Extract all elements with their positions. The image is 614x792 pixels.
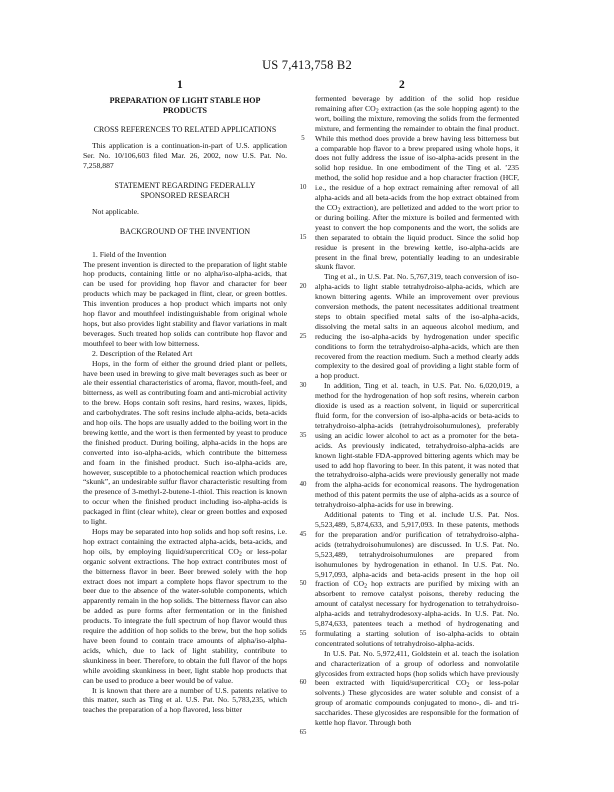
- left-column: [83, 94, 287, 715]
- related-art-paragraph-3: It is known that there are a number of U.S. patents relative to this matter, such as Ting et al. U.S. Pat. No. 5,783,235, which teaches the preparation of a hop flavored, less bitter: [83, 685, 287, 715]
- line-number: 30: [299, 382, 307, 390]
- federal-paragraph: Not applicable.: [92, 206, 139, 216]
- right-paragraph-3: In addition, Ting et al. teach, in U.S. Pat. No. 6,020,019, a method for the hydrogenation of hop soft resins, wherein carbon dioxide is used as a reaction solvent, in liquid or supercritical fluid form, for the conversion of iso-alpha-acids or beta-acids to tetrahydroiso-alpha-acids (tetrahydroisohumulones), preferably using an acidic lower alcohol to act as a promoter for the beta-acids. As previously indicated, tetrahydroiso-alpha-acids are known light-stable FDA-approved bittering agents which may be used to add hop flavoring to beer. In this patent, it was noted that the tetrahydroiso-alpha-acids were previously generally not made from the alpha-acids for economical reasons. The hydrogenation method of this patent permits the use of alpha-acids as a source of tetrahydroiso-alpha-acids for use in brewing.: [315, 381, 519, 510]
- related-art-label: 2. Description of the Related Art: [92, 348, 193, 358]
- right-paragraph-2: Ting et al., in U.S. Pat. No. 5,767,319, teach conversion of iso-alpha-acids to light stable tetrahydroiso-alpha-acids, which are known bittering agents. While an improvement over previous conversion methods, the patent necessitates additional treatment steps to obtain specified metal salts of the iso-alpha-acids, dissolving the metal salts in an aqueous alcohol medium, and reducing the iso-alpha-acids by hydrogenation under specific conditions to form the tetrahydroiso-alpha-acids, which are then recovered from the reaction medium. Such a method clearly adds complexity to the desired goal of providing a light stable form of a hop product.: [315, 272, 519, 381]
- line-number: 60: [299, 679, 307, 687]
- field-label: 1. Field of the Invention: [92, 249, 167, 259]
- line-number: 65: [299, 728, 307, 736]
- line-number: 25: [299, 332, 307, 340]
- right-paragraph-4: Additional patents to Ting et al. include U.S. Pat. Nos. 5,523,489, 5,874,633, and 5,917,093. In these patents, methods for the preparation and/or purification of tetrahydroiso-alpha-acids (tetrahydroisohumulones) are discussed. In U.S. Pat. No. 5,523,489, tetrahydroisohumulones are prepared from isohumulones by hydrogenation in ethanol. In U.S. Pat. No. 5,917,093, alpha-acids and beta-acids present in the hop oil fraction of $CO_2$ hop extracts are purified by mixing with an absorbent to remove catalyst poisons, thereby reducing the amount of catalyst necessary for hydrogenation to tetrahydroiso-alpha-acids and tetrahydrodesoxy-alpha-acids. In U.S. Pat. No. 5,874,633, patentees teach a method of hydrogenating and formulating a starting solution of iso-alpha-acids to obtain concentrated solutions of tetrahydroiso-alpha-acids.: [315, 510, 519, 648]
- line-number: 5: [301, 134, 305, 142]
- line-number: 35: [299, 431, 307, 439]
- right-column: [315, 94, 519, 728]
- patent-number: US 7,413,758 B2: [262, 58, 352, 72]
- cross-ref-heading: CROSS REFERENCES TO RELATED APPLICATIONS: [93, 125, 277, 134]
- federal-heading: STATEMENT REGARDING FEDERALLY SPONSORED RESEARCH: [114, 180, 256, 200]
- right-paragraph-1: fermented beverage by addition of the solid hop residue remaining after $CO_2$ extraction (as the sole hopping agent) to the wort, boiling the mixture, removing the solids from the fermented mixture, and fermenting the remainder to obtain the final product. While this method does provide a brew having less bitterness but a comparable hop flavor to a brew prepared using whole hops, it does not fully address the issue of iso-alpha-acids present in the solid hop residue. In one embodiment of the Ting et al. ’235 method, the solid hop residue and a hop character fraction (HCF, i.e., the residue of a hop extract remaining after removal of all alpha-acids and all beta-acids from the hop extract obtained from the $CO_2$ extraction), are pelletized and added to the wort prior to or during boiling. After the mixture is boiled and fermented with yeast to convert the hop components and the wort, the solids are then separated to obtain the liquid product. Since the solid hop residue is present in the brewing kettle, iso-alpha-acids are present in the final brew, potentially leading to an undesirable skunk flavor.: [315, 94, 519, 272]
- line-number: 45: [299, 530, 307, 538]
- line-number: 50: [299, 580, 307, 588]
- field-paragraph: The present invention is directed to the preparation of light stable hop products, containing little or no alpha/iso-alpha-acids, that can be used for providing hop flavor and character for beer products which may be packaged in flint, clear, or green bottles. This invention produces a hop product which imparts not only hop flavor and mouthfeel indistinguishable from original whole hops, but also provides light stability and flavor variations in malt beverages. Such treated hop solids can contribute hop flavor and mouthfeel to beer with low bitterness.: [83, 259, 287, 348]
- background-heading: BACKGROUND OF THE INVENTION: [119, 226, 251, 236]
- line-number: 15: [299, 233, 307, 241]
- related-art-paragraph-2: Hops may be separated into hop solids and hop soft resins, i.e. hop extract containing the extracted alpha-acids, beta-acids, and hop oils, by employing liquid/supercritical $CO_2$ or less-polar organic solvent extractions. The hop extract contributes most of the bitterness flavor in beer. Beer brewed solely with the hop extract does not impart a complete hops flavor spectrum to the beer due to the absence of the water-soluble components, which apparently remain in the hop solids. The bitterness flavor can also be added as pure forms after fermentation or in the finished products. To integrate the full spectrum of hop flavor would thus require the addition of hop solids to the brew, but the hop solids have been found to contain trace amounts of alpha/iso-alpha-acids, which, due to lack of light stability, contribute to skunkiness in beer. Therefore, to obtain the full flavor of the hops while avoiding skunkiness in beer, light stable hop products that can be used to produce a beer would be of value.: [83, 527, 288, 685]
- related-art-paragraph-1: Hops, in the form of either the ground dried plant or pellets, have been used in brewing to give malt beverages such as beer or ale their essential characteristics of aroma, flavor, mouth-feel, and bitterness, as well as contributing foam and anti-microbial activity to the brew. Hops contain soft resins, hard resins, waxes, lipids, and carbohydrates. The soft resins include alpha-acids, beta-acids and hop oils. The hops are usually added to the boiling wort in the brewing kettle, and the wort is then fermented by yeast to produce the finished product. During boiling, alpha-acids in the hops are converted into iso-alpha-acids, which contribute the bitterness and foam in the finished product. Such iso-alpha-acids are, however, susceptible to a photochemical reaction which produces “skunk”, an undesirable sulfur flavor characteristic resulting from the presence of 3-methyl-2-butene-1-thiol. This reaction is known to occur when the finished product including iso-alpha-acids is packaged in flint (clear white), clear or green bottles and exposed to light.: [83, 358, 287, 527]
- document-title: PREPARATION OF LIGHT STABLE HOP PRODUCTS: [109, 96, 261, 115]
- column-number-right: 2: [399, 79, 405, 91]
- column-number-left: 1: [177, 79, 183, 91]
- line-number: 10: [299, 184, 307, 192]
- line-number: 55: [299, 629, 307, 637]
- cross-ref-paragraph: This application is a continuation-in-part of U.S. application Ser. No. 10/106,603 filed Mar. 26, 2002, now U.S. Pat. No. 7,258,887: [83, 141, 287, 170]
- right-paragraph-5: In U.S. Pat. No. 5,972,411, Goldstein et al. teach the isolation and characterization of a group of odorless and nonvolatile glycosides from extracted hops (hop solids which have previously been extracted with liquid/supercritical $CO_2$ or less-polar solvents.) These glycosides are water soluble and consist of a group of aromatic compounds conjugated to mono-, di- and tri-saccharides. These glycosides are responsible for the formation of kettle hop flavor. Through both: [315, 648, 519, 728]
- line-number: 40: [299, 481, 307, 489]
- line-number: 20: [299, 283, 307, 291]
